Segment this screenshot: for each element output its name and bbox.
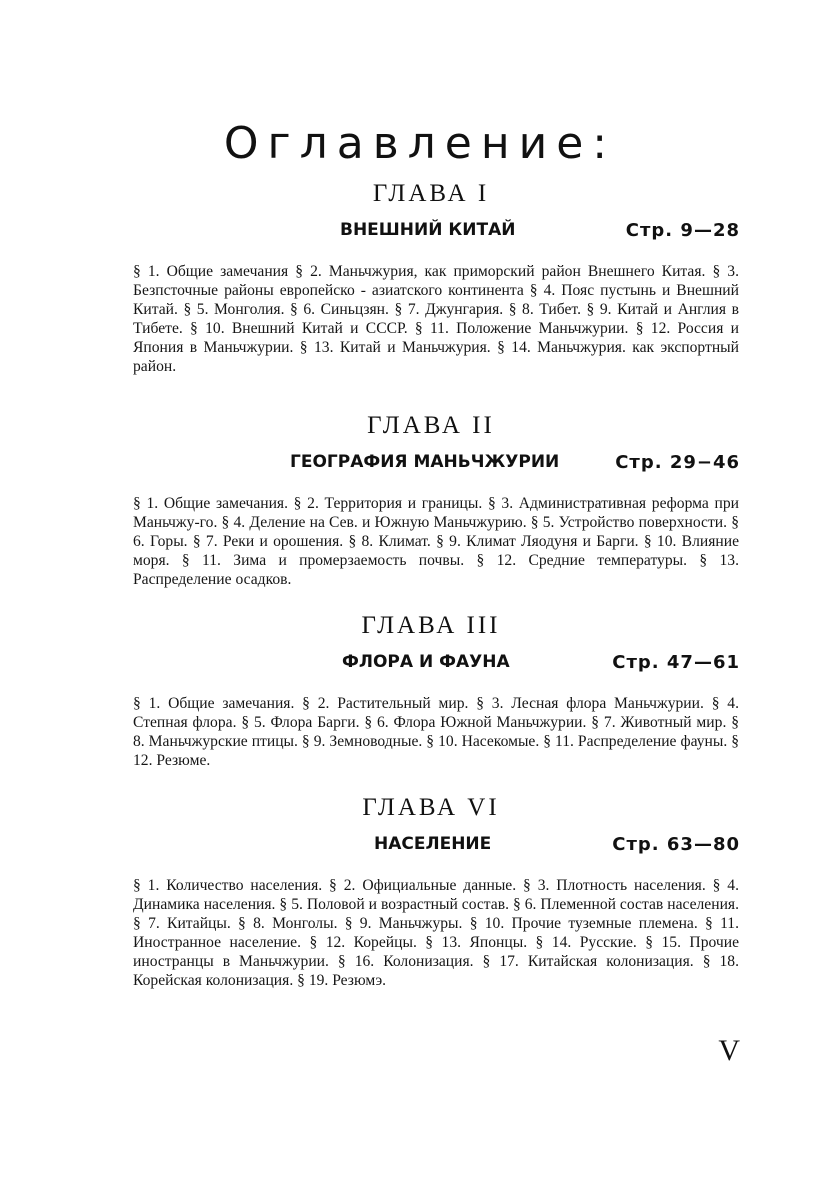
- chapter-heading: ГЛАВА II: [367, 412, 495, 439]
- chapter-title-row: [0, 652, 840, 682]
- page-title: Оглавление:: [223, 118, 617, 169]
- chapter-pages: Стр. 47—61: [612, 652, 740, 673]
- chapter-3: [0, 612, 840, 770]
- chapter-name: ВНЕШНИЙ КИТАЙ: [340, 220, 516, 240]
- chapter-2: [0, 412, 840, 589]
- page-number: V: [718, 1034, 740, 1067]
- chapter-4: [0, 794, 840, 990]
- chapter-title-row: [0, 834, 840, 864]
- chapter-contents: § 1. Общие замечания. § 2. Территория и границы. § 3. Административная реформа при Маньчжу-го. § 4. Деление на Сев. и Южную Маньчжурию. § 5. Устройство поверхности. § 6. Горы. § 7. Реки и орошения. § 8. Климат. § 9. Климат Ляодуня и Барги. § 10. Влияние моря. § 11. Зима и промерзаемость почвы. § 12. Средние температуры. § 13. Распределение осадков.: [133, 495, 739, 588]
- chapter-title-row: [0, 452, 840, 482]
- chapter-pages: Стр. 29−46: [615, 452, 740, 473]
- chapter-title-row: [0, 220, 840, 250]
- chapter-pages: Стр. 63—80: [612, 834, 740, 855]
- chapter-contents: § 1. Количество населения. § 2. Официальные данные. § 3. Плотность населения. § 4. Динамика населения. § 5. Половой и возрастный состав. § 6. Племенной состав населения. § 7. Китайцы. § 8. Монголы. § 9. Маньчжуры. § 10. Прочие туземные племена. § 11. Иностранное население. § 12. Корейцы. § 13. Японцы. § 14. Русские. § 15. Прочие иностранцы в Маньчжурии. § 16. Колонизация. § 17. Китайская колонизация. § 18. Корейская колонизация. § 19. Резюмэ.: [133, 877, 739, 989]
- chapter-1: [0, 180, 840, 376]
- chapter-name: ФЛОРА И ФАУНА: [342, 652, 510, 672]
- chapter-contents: § 1. Общие замечания. § 2. Растительный мир. § 3. Лесная флора Маньчжурии. § 4. Степная флора. § 5. Флора Барги. § 6. Флора Южной Маньчжурии. § 7. Животный мир. § 8. Маньчжурские птицы. § 9. Земноводные. § 10. Насекомые. § 11. Распределение фауны. § 12. Резюме.: [133, 695, 739, 769]
- chapter-name: ГЕОГРАФИЯ МАНЬЧЖУРИИ: [290, 452, 560, 472]
- chapter-contents: § 1. Общие замечания § 2. Маньчжурия, как приморский район Внешнего Китая. § 3. Безпсточные районы европейско - азиатского континента § 4. Пояс пустынь и Внешний Китай. § 5. Монголия. § 6. Синьцзян. § 7. Джунгария. § 8. Тибет. § 9. Китай и Англия в Тибете. § 10. Внешний Китай и СССР. § 11. Положение Маньчжурии. § 12. Россия и Япония в Маньчжурии. § 13. Китай и Маньчжурия. § 14. Маньчжурия. как экспортный район.: [133, 263, 739, 375]
- chapter-name: НАСЕЛЕНИЕ: [374, 834, 492, 854]
- chapter-heading: ГЛАВА III: [361, 612, 501, 639]
- chapter-pages: Стр. 9—28: [625, 220, 740, 241]
- chapter-heading: ГЛАВА I: [372, 180, 490, 207]
- chapter-heading: ГЛАВА VI: [362, 794, 500, 821]
